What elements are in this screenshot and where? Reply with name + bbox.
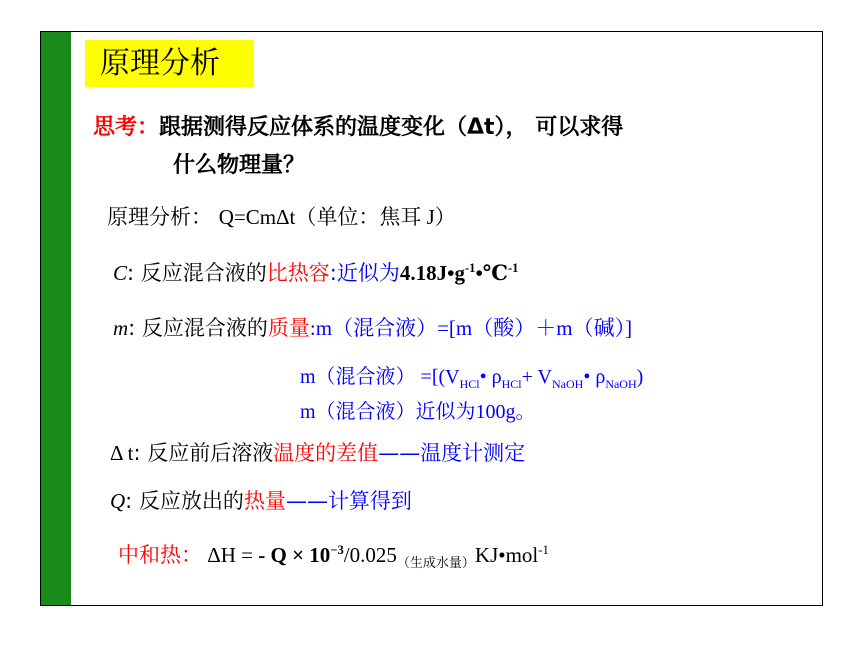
m-line	[113, 312, 632, 342]
m-formula-part3: + V	[521, 366, 552, 388]
q-line	[110, 485, 412, 515]
neutral-formula-c: /0.025	[343, 543, 397, 567]
neutral-formula-d: KJ•mol	[474, 543, 539, 567]
neutral-label: 中和热：	[118, 543, 202, 567]
c-text: : 反应混合液的	[127, 261, 267, 285]
q-highlight: 热量	[243, 489, 286, 513]
c-value: 4.18J•g	[399, 261, 465, 285]
m-formula-sub4: NaOH	[605, 377, 637, 391]
m-highlight: 质量	[267, 316, 310, 340]
c-highlight: 比热容	[266, 261, 330, 285]
m-formula-part2: • ρ	[479, 366, 502, 388]
dt-line	[110, 437, 525, 467]
m-formula-sub1: HCl	[459, 377, 480, 391]
think-text-1: 跟据测得反应体系的温度变化（Δt）， 可以求得	[159, 115, 624, 140]
m-formula-part1: m（混合液） =[(V	[300, 366, 460, 388]
think-line-1	[93, 110, 623, 141]
dt-text: : 反应前后溶液	[133, 441, 274, 465]
c-dot: •℃	[475, 261, 508, 285]
principle-formula: Q=CmΔt（单位：焦耳 J）	[218, 205, 456, 229]
m-symbol: m	[113, 316, 129, 340]
dt-highlight: 温度的差值	[273, 441, 379, 465]
c-approx: :近似为	[329, 261, 400, 285]
think-line-2	[173, 148, 305, 179]
green-side-bar	[41, 32, 71, 605]
m-formula-sub3: NaOH	[552, 377, 584, 391]
neutral-formula-a: ΔH =	[202, 543, 259, 567]
dt-rest: ——温度计测定	[378, 441, 526, 465]
m-formula-sub2: HCl	[501, 377, 522, 391]
slide-title: 原理分析	[100, 46, 220, 81]
principle-line	[107, 201, 456, 231]
dt-symbol: Δ t	[110, 441, 134, 465]
c-exp2: -1	[507, 261, 519, 275]
c-symbol: C	[113, 261, 128, 285]
title-box	[85, 40, 254, 87]
neutral-exp: −3	[330, 543, 344, 557]
m-formula-part5: )	[636, 366, 644, 388]
neutral-formula-b: - Q × 10	[258, 543, 331, 567]
m-formula-detail	[300, 360, 643, 392]
m-formula-part4: • ρ	[583, 366, 606, 388]
q-symbol: Q	[110, 489, 126, 513]
m-text: : 反应混合液的	[128, 316, 268, 340]
think-label: 思考：	[93, 115, 160, 140]
principle-prefix: 原理分析：	[107, 205, 219, 229]
think-text-2: 什么物理量？	[173, 153, 306, 178]
m-approx-line	[300, 395, 536, 424]
neutral-sub: （生成水量）	[396, 556, 475, 572]
c-line	[113, 257, 518, 287]
m-approx-text: m（混合液）近似为100g。	[300, 401, 536, 423]
q-rest: ——计算得到	[285, 489, 412, 513]
q-text: : 反应放出的	[125, 489, 244, 513]
neutral-exp2: -1	[538, 543, 549, 557]
neutral-line	[118, 539, 549, 571]
c-exp1: -1	[464, 261, 476, 275]
m-formula: :m（混合液）=[m（酸）＋m（碱）]	[309, 316, 633, 340]
